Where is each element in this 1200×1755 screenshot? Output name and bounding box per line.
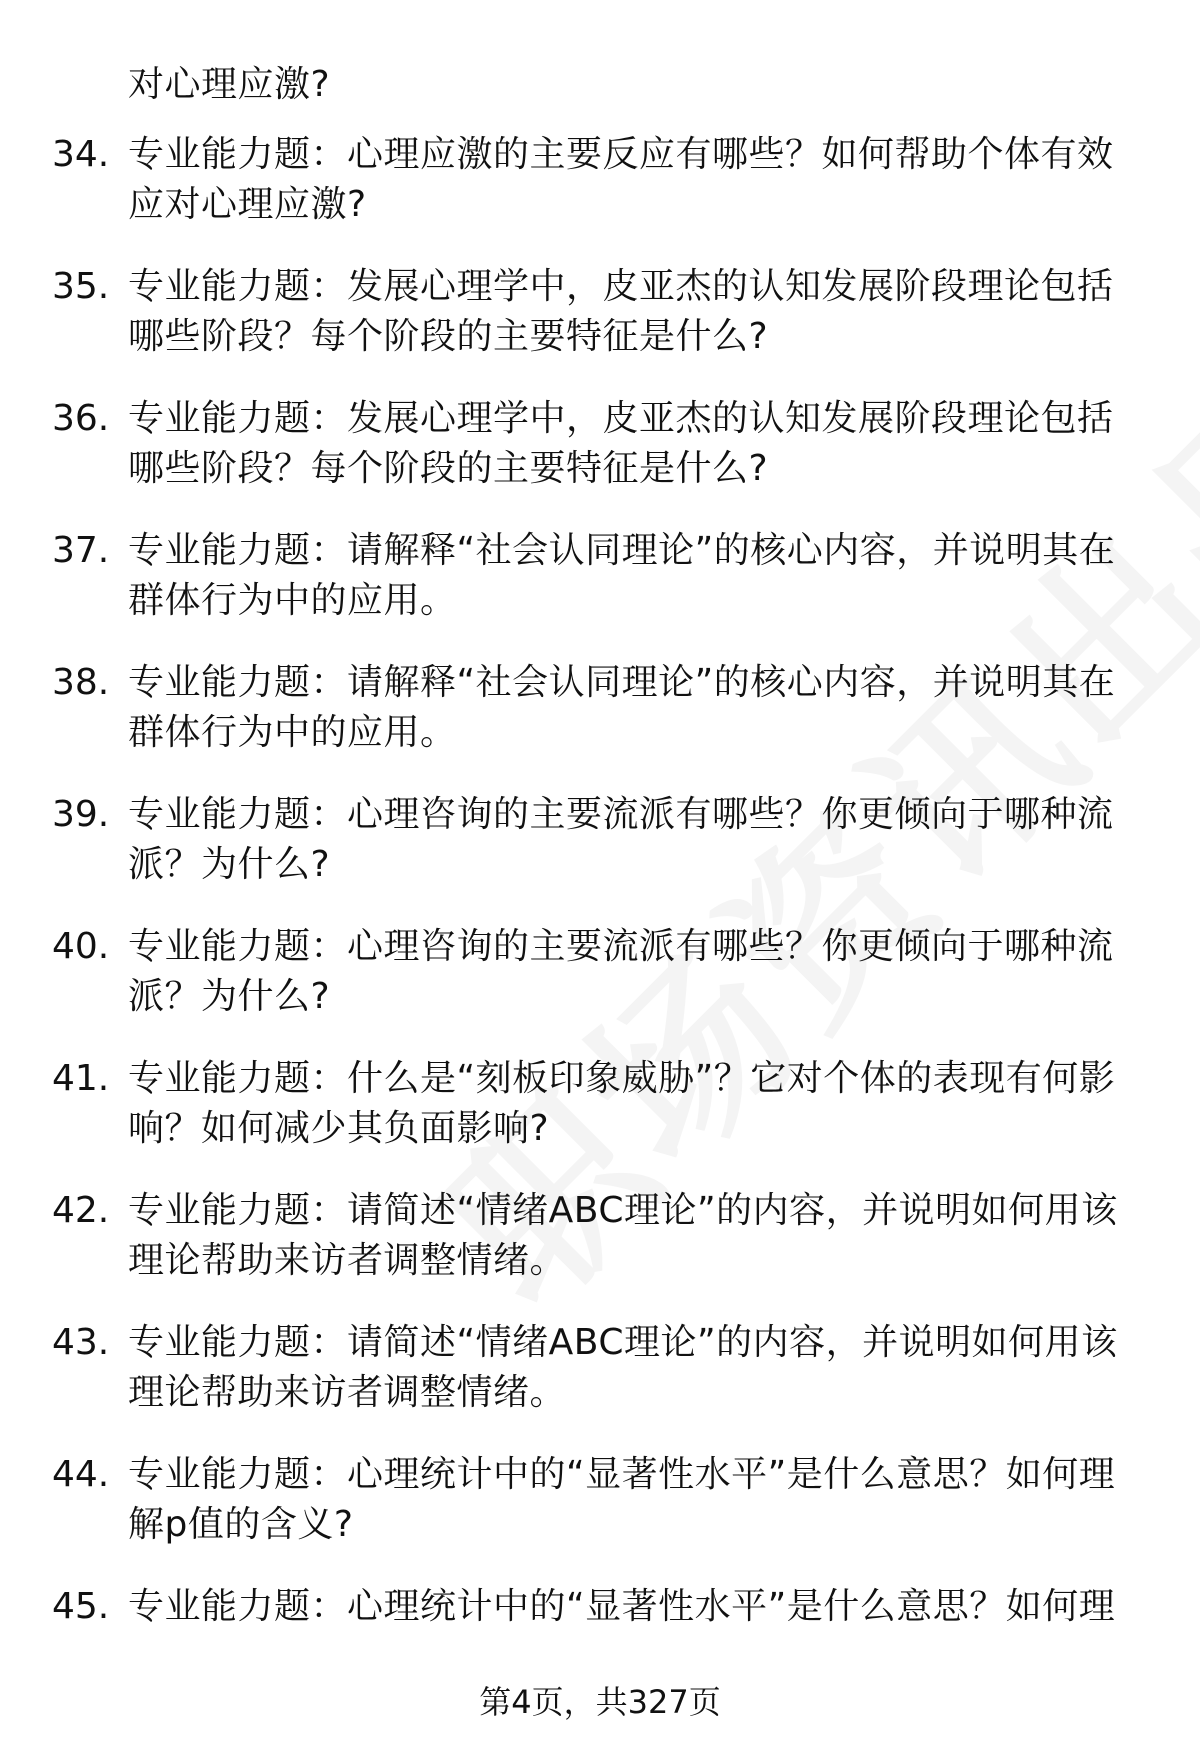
question-number: 42. [52, 1190, 110, 1231]
question-number: 35. [52, 266, 110, 307]
page-number-footer: 第4页，共327页 [479, 1683, 721, 1721]
question-text: 专业能力题：请简述“情绪ABC理论”的内容，并说明如何用该理论帮助来访者调整情绪。 [128, 1322, 1118, 1413]
question-number: 36. [52, 398, 110, 439]
question-item [0, 526, 1200, 658]
question-text: 专业能力题：心理统计中的“显著性水平”是什么意思？如何理解p值的含义? [128, 1454, 1116, 1545]
question-number: 41. [52, 1058, 110, 1099]
question-number: 44. [52, 1454, 110, 1495]
question-item [0, 1318, 1200, 1450]
question-text: 专业能力题：什么是“刻板印象威胁”？它对个体的表现有何影响？如何减少其负面影响? [128, 1058, 1116, 1149]
question-item [0, 130, 1200, 262]
question-text: 专业能力题：请解释“社会认同理论”的核心内容，并说明其在群体行为中的应用。 [128, 530, 1116, 621]
question-text: 专业能力题：心理统计中的“显著性水平”是什么意思？如何理 [128, 1586, 1116, 1627]
question-list [0, 130, 1200, 1714]
question-number: 43. [52, 1322, 110, 1363]
question-text: 专业能力题：请解释“社会认同理论”的核心内容，并说明其在群体行为中的应用。 [128, 662, 1116, 753]
question-item [0, 394, 1200, 526]
question-number: 37. [52, 530, 110, 571]
question-item [0, 1186, 1200, 1318]
question-text: 专业能力题：心理咨询的主要流派有哪些？你更倾向于哪种流派？为什么? [128, 794, 1114, 885]
question-text: 专业能力题：心理咨询的主要流派有哪些？你更倾向于哪种流派？为什么? [128, 926, 1114, 1017]
question-item [0, 1450, 1200, 1582]
question-text: 专业能力题：发展心理学中，皮亚杰的认知发展阶段理论包括哪些阶段？每个阶段的主要特征是什么? [128, 398, 1114, 489]
question-number: 39. [52, 794, 110, 835]
question-number: 34. [52, 134, 110, 175]
question-text: 专业能力题：发展心理学中，皮亚杰的认知发展阶段理论包括哪些阶段？每个阶段的主要特征是什么? [128, 266, 1114, 357]
question-item [0, 1054, 1200, 1186]
continued-question-text: 对心理应激? [128, 64, 331, 105]
question-number: 45. [52, 1586, 110, 1627]
question-item [0, 262, 1200, 394]
question-item [0, 922, 1200, 1054]
question-number: 40. [52, 926, 110, 967]
question-item [0, 658, 1200, 790]
question-item [0, 790, 1200, 922]
question-text: 专业能力题：心理应激的主要反应有哪些？如何帮助个体有效应对心理应激? [128, 134, 1114, 225]
question-text: 专业能力题：请简述“情绪ABC理论”的内容，并说明如何用该理论帮助来访者调整情绪。 [128, 1190, 1118, 1281]
question-number: 38. [52, 662, 110, 703]
